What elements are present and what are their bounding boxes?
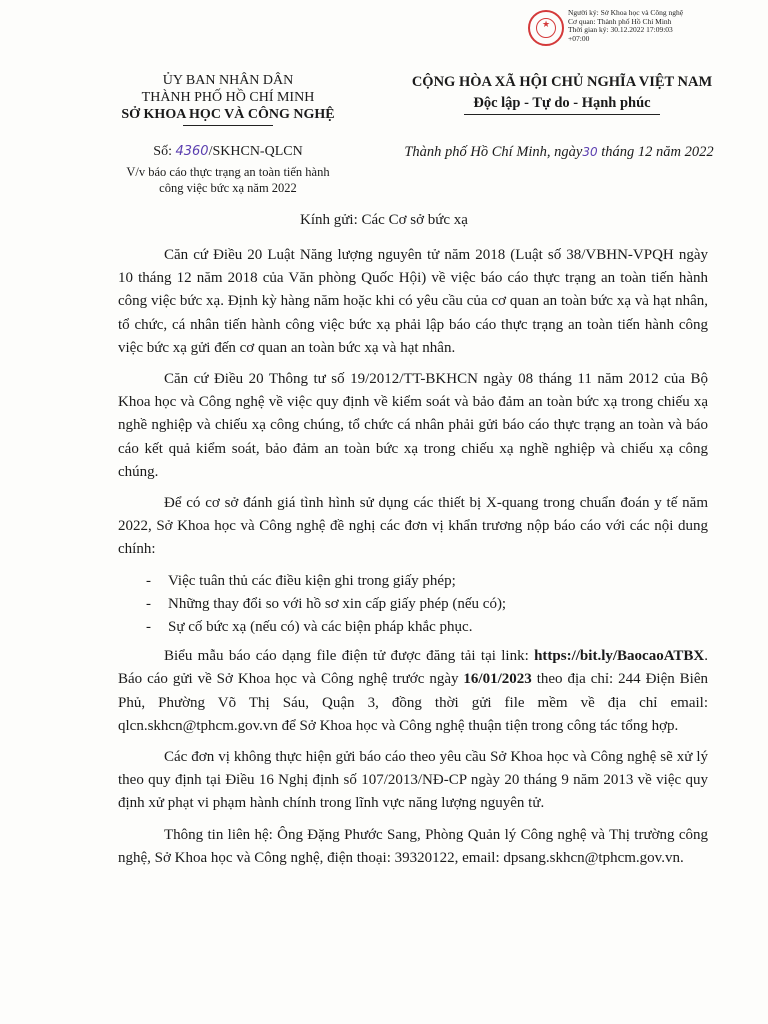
submission-text-b: . Báo cáo gửi về Sở Khoa học và Công nghệ trước ngày <box>118 648 708 688</box>
list-item: - Sự cố bức xạ (nếu có) và các biện pháp khắc phục. <box>146 616 708 639</box>
national-motto <box>392 72 732 115</box>
subject-line-2: công việc bức xạ năm 2022 <box>159 180 297 195</box>
place-date-before: Thành phố Hồ Chí Minh, ngày <box>404 144 583 160</box>
paragraph-legal-basis-2: Căn cứ Điều 20 Thông tư số 19/2012/TT-BKHCN ngày 08 tháng 11 năm 2012 của Bộ Khoa học và Công nghệ về việc quy định về kiểm soát và bảo đảm an toàn bức xạ trong chiếu xạ nghề nghiệp và chiếu xạ công chúng, tổ chức cá nhân phải gửi báo cáo thực trạng an toàn và báo cáo kết quả kiểm soát, bảo đảm an toàn bức xạ trong chiếu xạ nghề nghiệp và chiếu xạ công chúng. <box>118 371 708 480</box>
country-name: CỘNG HÒA XÃ HỘI CHỦ NGHĨA VIỆT NAM <box>411 74 713 90</box>
paragraph-request: Để có cơ sở đánh giá tình hình sử dụng các thiết bị X-quang trong chuẩn đoán y tế năm 2022, Sở Khoa học và Công nghệ đề nghị các đơn vị khẩn trương nộp báo cáo với các nội dung chính: <box>118 495 708 558</box>
digital-signature-block <box>528 8 764 52</box>
place-date-after: tháng 12 năm 2022 <box>597 144 714 160</box>
paragraph-penalty: Các đơn vị không thực hiện gửi báo cáo theo yêu cầu Sở Khoa học và Công nghệ sẽ xử lý theo quy định tại Điều 16 Nghị định số 107/2013/NĐ-CP ngày 20 tháng 9 năm 2013 về việc quy định xử phạt vi phạm hành chính trong lĩnh vực năng lượng nguyên tử. <box>118 749 708 812</box>
signature-timezone: +07:00 <box>568 33 590 43</box>
authority-underline <box>183 125 273 126</box>
authority-line-1: ỦY BAN NHÂN DÂN <box>162 73 294 88</box>
paragraph-submission <box>118 645 708 738</box>
list-item: - Việc tuân thủ các điều kiện ghi trong giấy phép; <box>146 570 708 593</box>
doc-number-prefix: Số: <box>153 144 176 159</box>
signature-details <box>568 9 683 43</box>
form-link[interactable]: https://bit.ly/BaocaoATBX <box>534 648 705 665</box>
authority-department: SỞ KHOA HỌC VÀ CÔNG NGHỆ <box>121 107 335 122</box>
official-seal-icon: ★ <box>528 10 564 46</box>
doc-number-suffix: /SKHCN-QLCN <box>208 144 303 159</box>
deadline-date: 16/01/2023 <box>463 671 532 688</box>
submission-text-a: Biểu mẫu báo cáo dạng file điện tử được đăng tải tại link: <box>164 648 535 665</box>
authority-line-2: THÀNH PHỐ HỒ CHÍ MINH <box>141 90 315 105</box>
paragraph-legal-basis-1: Căn cứ Điều 20 Luật Năng lượng nguyên tử năm 2018 (Luật số 38/VBHN-VPQH ngày 10 tháng 12 năm 2018 của Văn phòng Quốc Hội) về việc báo cáo thực trạng an toàn tiến hành công việc bức xạ. Định kỳ hàng năm hoặc khi có yêu cầu của cơ quan an toàn bức xạ và hạt nhân, tổ chức, cá nhân tiến hành công việc bức xạ phải lập báo cáo thực trạng an toàn tiến hành công việc bức xạ gửi đến cơ quan an toàn bức xạ và hạt nhân. <box>118 247 708 356</box>
date-day-handwritten: 30 <box>582 145 598 159</box>
recipient-line: Kính gửi: Các Cơ sở bức xạ <box>300 212 468 228</box>
issuing-authority <box>78 72 378 126</box>
signature-signer: Người ký: Sở Khoa học và Công nghệ <box>568 8 684 17</box>
document-number <box>78 144 378 160</box>
document-body <box>118 244 708 878</box>
signature-time: Thời gian ký: 30.12.2022 17:09:03 <box>568 25 673 35</box>
signature-agency: Cơ quan: Thành phố Hồ Chí Minh <box>568 16 672 26</box>
document-subject <box>78 165 378 196</box>
subject-line-1: V/v báo cáo thực trạng an toàn tiến hành <box>126 165 330 179</box>
place-and-date <box>384 144 734 161</box>
list-item: - Những thay đổi so với hồ sơ xin cấp giấy phép (nếu có); <box>146 593 708 616</box>
motto-underline <box>464 114 660 115</box>
motto: Độc lập - Tự do - Hạnh phúc <box>473 95 651 111</box>
requirements-list <box>118 570 708 640</box>
doc-number-handwritten: 4360 <box>175 144 209 159</box>
paragraph-contact: Thông tin liên hệ: Ông Đặng Phước Sang, Phòng Quản lý Công nghệ và Thị trường công nghệ, Sở Khoa học và Công nghệ, điện thoại: 39320122, email: dpsang.skhcn@tphcm.gov.vn. <box>118 826 708 866</box>
submission-text-c: theo địa chỉ: 244 Điện Biên Phủ, Phường Võ Thị Sáu, Quận 3, đồng thời gửi file mềm về địa chỉ email: qlcn.skhcn@tphcm.gov.vn để Sở Khoa học và Công nghệ thuận tiện trong công tác tổng hợp. <box>118 671 708 734</box>
